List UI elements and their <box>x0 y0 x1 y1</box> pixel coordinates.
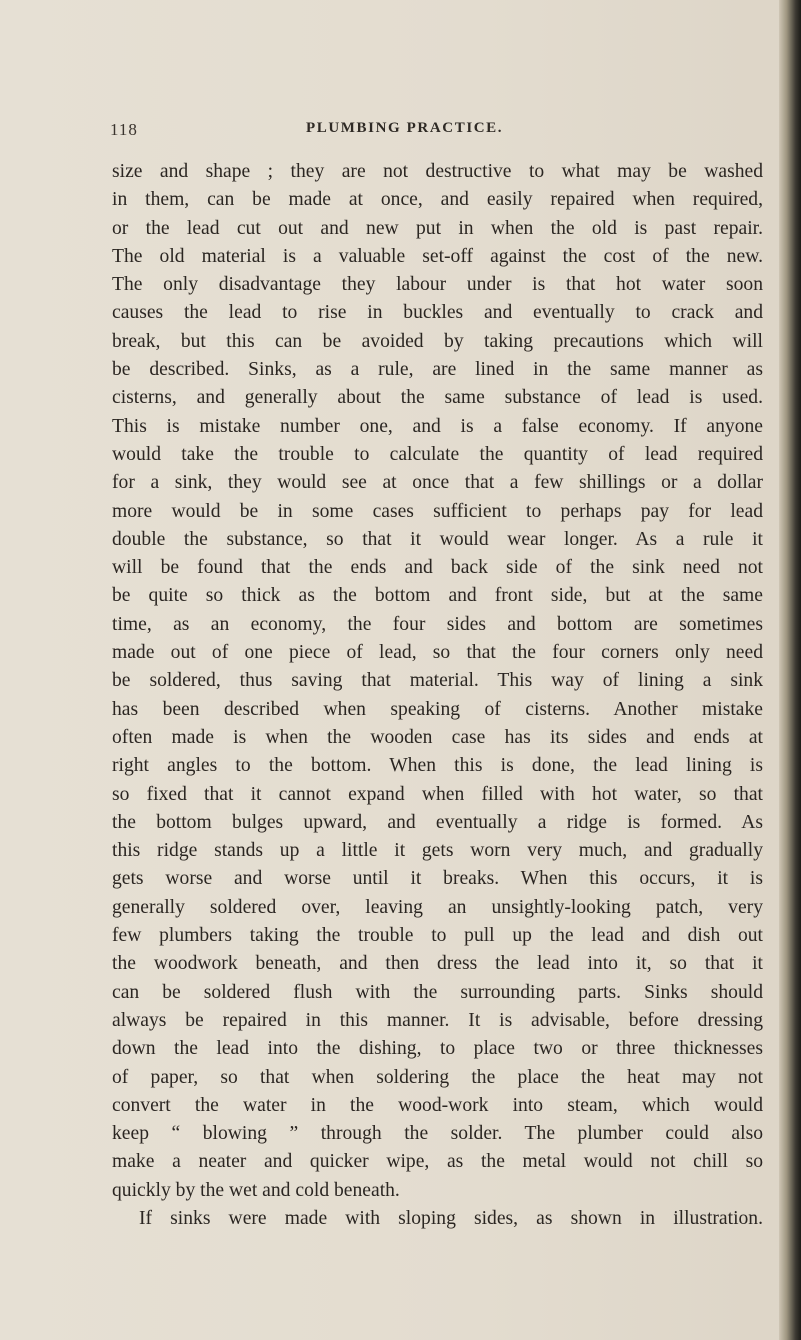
page-number: 118 <box>110 120 138 139</box>
text-line: be quite so thick as the bottom and front side, but at the same <box>112 585 763 607</box>
text-line: will be found that the ends and back side of the sink need not <box>112 557 763 579</box>
text-line: in them, can be made at once, and easily repaired when required, <box>112 189 763 211</box>
running-title: PLUMBING PRACTICE. <box>306 120 504 136</box>
running-head <box>110 120 750 144</box>
text-line: make a neater and quicker wipe, as the metal would not chill so <box>112 1151 763 1173</box>
text-line: more would be in some cases sufficient to perhaps pay for lead <box>112 500 763 522</box>
text-line: or the lead cut out and new put in when the old is past repair. <box>112 217 763 239</box>
text-line: The old material is a valuable set-off against the cost of the new. <box>112 245 763 267</box>
text-line: few plumbers taking the trouble to pull up the lead and dish out <box>112 925 763 947</box>
text-line: has been described when speaking of cisterns. Another mistake <box>112 698 763 720</box>
text-line: can be soldered flush with the surrounding parts. Sinks should <box>112 981 763 1003</box>
text-line: be soldered, thus saving that material. This way of lining a sink <box>112 670 763 692</box>
text-line: break, but this can be avoided by taking precautions which will <box>112 330 763 352</box>
text-line: of paper, so that when soldering the place the heat may not <box>112 1066 763 1088</box>
text-line: the woodwork beneath, and then dress the lead into it, so that it <box>112 953 763 975</box>
text-line: time, as an economy, the four sides and bottom are sometimes <box>112 613 763 635</box>
text-line: always be repaired in this manner. It is advisable, before dressing <box>112 1009 763 1031</box>
text-line: size and shape ; they are not destructive to what may be washed <box>112 161 763 182</box>
text-line: be described. Sinks, as a rule, are lined in the same manner as <box>112 359 763 381</box>
text-line: so fixed that it cannot expand when filled with hot water, so that <box>112 783 763 805</box>
text-line: would take the trouble to calculate the quantity of lead required <box>112 443 763 465</box>
text-line: right angles to the bottom. When this is done, the lead lining is <box>112 755 763 777</box>
page-edge-shadow <box>779 0 801 1340</box>
text-line: often made is when the wooden case has its sides and ends at <box>112 726 763 748</box>
text-line: double the substance, so that it would wear longer. As a rule it <box>112 528 763 550</box>
text-line: The only disadvantage they labour under is that hot water soon <box>112 274 763 296</box>
text-line: quickly by the wet and cold beneath. <box>112 1179 400 1201</box>
text-line: the bottom bulges upward, and eventually a ridge is formed. As <box>112 811 763 833</box>
text-line: down the lead into the dishing, to place two or three thicknesses <box>112 1038 763 1060</box>
text-line: gets worse and worse until it breaks. When this occurs, it is <box>112 868 763 890</box>
body-text <box>112 158 763 1233</box>
text-line: cisterns, and generally about the same substance of lead is used. <box>112 387 763 409</box>
text-line: causes the lead to rise in buckles and eventually to crack and <box>112 302 763 324</box>
text-line: If sinks were made with sloping sides, as shown in illustration. <box>139 1207 763 1229</box>
text-line: made out of one piece of lead, so that the four corners only need <box>112 642 763 664</box>
text-line: This is mistake number one, and is a false economy. If anyone <box>112 415 763 437</box>
text-line: convert the water in the wood-work into steam, which would <box>112 1094 763 1116</box>
text-line: generally soldered over, leaving an unsightly-looking patch, very <box>112 896 763 918</box>
text-line: keep “ blowing ” through the solder. The plumber could also <box>112 1123 763 1145</box>
text-line: for a sink, they would see at once that a few shillings or a dollar <box>112 472 763 494</box>
text-line: this ridge stands up a little it gets worn very much, and gradually <box>112 840 763 862</box>
